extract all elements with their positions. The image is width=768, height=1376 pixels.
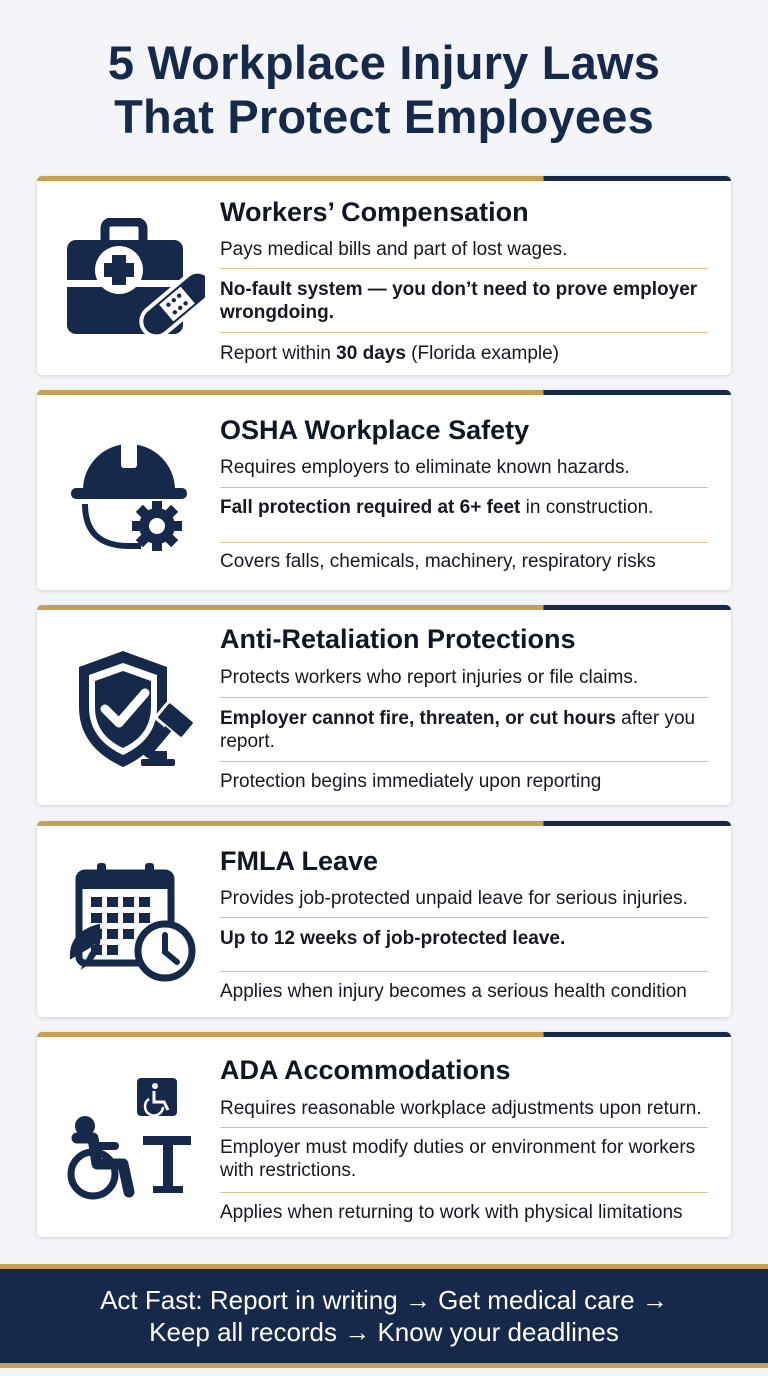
card-line-2-bold: Employer cannot fire, threaten, or cut hours bbox=[220, 708, 616, 729]
divider bbox=[220, 332, 708, 333]
cta-line-1: Act Fast: Report in writing → Get medical care → bbox=[100, 1285, 668, 1315]
divider bbox=[220, 1192, 708, 1193]
hard-hat-gear-icon bbox=[65, 430, 225, 560]
card-accent-bar bbox=[37, 1032, 731, 1037]
divider bbox=[220, 697, 708, 698]
card-ada-accommodations bbox=[37, 1032, 731, 1237]
card-line-3: Protection begins immediately upon reporting bbox=[220, 771, 602, 792]
cta-line-2: Keep all records → Know your deadlines bbox=[149, 1317, 619, 1347]
card-line-2-bold: Up to 12 weeks of job-protected leave. bbox=[220, 928, 566, 949]
card-heading: FMLA Leave bbox=[220, 846, 379, 876]
card-osha-workplace-safety bbox=[37, 390, 731, 590]
card-line-2 bbox=[220, 496, 708, 519]
card-accent-bar bbox=[37, 390, 731, 395]
calendar-clock-leaf-icon bbox=[65, 863, 225, 993]
card-line-2: Employer must modify duties or environment for workers with restrictions. bbox=[220, 1137, 696, 1181]
card-heading: Anti-Retaliation Protections bbox=[220, 624, 576, 654]
card-line-2 bbox=[220, 707, 708, 753]
card-line-3: Applies when returning to work with physical limitations bbox=[220, 1202, 683, 1223]
card-line-3: Applies when injury becomes a serious health condition bbox=[220, 981, 687, 1002]
card-accent-bar bbox=[37, 605, 731, 610]
divider bbox=[220, 487, 708, 488]
card-line-1: Requires employers to eliminate known hazards. bbox=[220, 457, 630, 478]
card-line-1: Protects workers who report injuries or file claims. bbox=[220, 667, 639, 688]
card-heading: OSHA Workplace Safety bbox=[220, 415, 530, 445]
card-heading: Workers’ Compensation bbox=[220, 197, 529, 227]
card-heading: ADA Accommodations bbox=[220, 1055, 511, 1085]
card-line-3 bbox=[220, 342, 708, 365]
call-to-action-text bbox=[0, 1284, 768, 1348]
divider bbox=[220, 1127, 708, 1128]
card-line-3: Covers falls, chemicals, machinery, respiratory risks bbox=[220, 551, 656, 572]
page-title bbox=[0, 36, 768, 144]
title-line-1: 5 Workplace Injury Laws bbox=[107, 36, 661, 89]
divider bbox=[220, 761, 708, 762]
card-line-2 bbox=[220, 927, 708, 950]
card-fmla-leave bbox=[37, 821, 731, 1017]
card-line-2 bbox=[220, 278, 708, 324]
card-anti-retaliation bbox=[37, 605, 731, 805]
card-line-2-bold: Fall protection required at 6+ feet bbox=[220, 497, 521, 518]
card-line-1: Pays medical bills and part of lost wages. bbox=[220, 239, 568, 260]
card-workers-compensation bbox=[37, 176, 731, 375]
divider bbox=[220, 971, 708, 972]
first-aid-kit-bandage-icon bbox=[65, 218, 225, 348]
card-line-3-pre: Report within bbox=[220, 343, 337, 364]
call-to-action-banner bbox=[0, 1264, 768, 1368]
shield-check-gavel-icon bbox=[65, 647, 225, 777]
card-line-3-bold: 30 days bbox=[336, 343, 406, 364]
card-line-2-post: after you report. bbox=[220, 708, 696, 752]
divider bbox=[220, 268, 708, 269]
divider bbox=[220, 917, 708, 918]
card-line-1: Requires reasonable workplace adjustments upon return. bbox=[220, 1098, 702, 1119]
divider bbox=[220, 542, 708, 543]
title-line-2: That Protect Employees bbox=[114, 90, 654, 143]
card-accent-bar bbox=[37, 176, 731, 181]
card-line-2-post: in construction. bbox=[520, 497, 654, 518]
card-line-1: Provides job-protected unpaid leave for serious injuries. bbox=[220, 888, 688, 909]
wheelchair-desk-icon bbox=[65, 1074, 225, 1204]
card-line-2-bold: No-fault system — you don’t need to prove employer wrongdoing. bbox=[220, 279, 698, 323]
card-line-3-post: (Florida example) bbox=[405, 343, 560, 364]
card-accent-bar bbox=[37, 821, 731, 826]
